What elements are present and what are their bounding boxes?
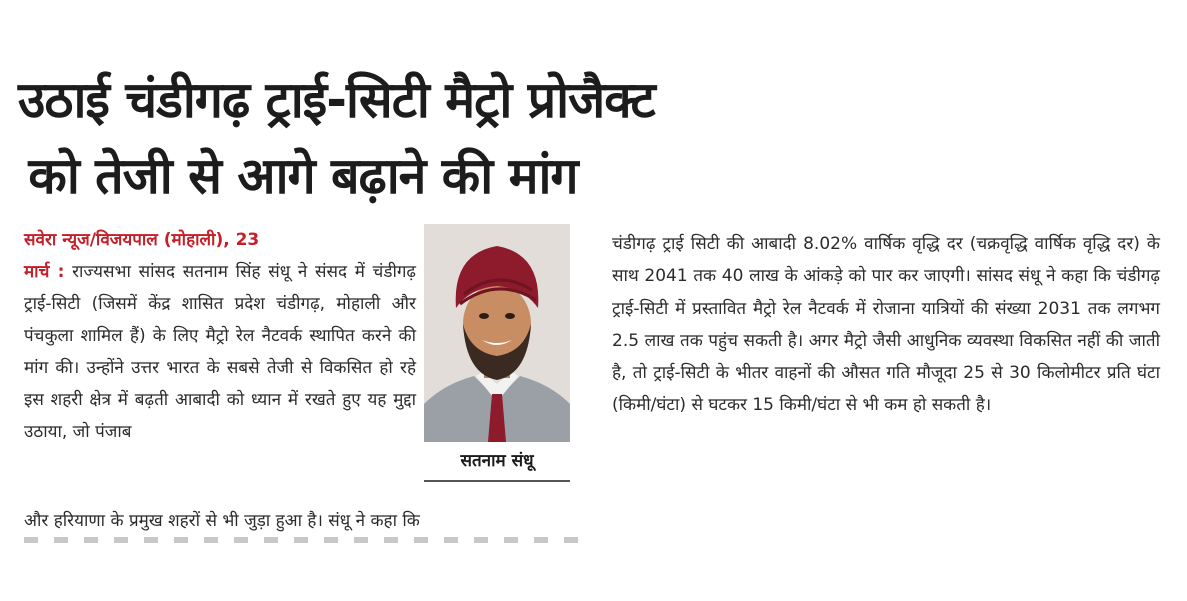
photo-caption: सतनाम संधू (460, 451, 534, 471)
cut-off-text-fragment (24, 537, 584, 543)
article-column-right: चंडीगढ़ ट्राई सिटी की आबादी 8.02% वार्षिक वृद्धि दर (चक्रवृद्धि वार्षिक वृद्धि दर) के साथ 2041 तक 40 लाख के आंकड़े को पार कर जाएगी। सांसद संधू ने कहा कि चंडीगढ़ ट्राई-सिटी में प्रस्तावित मैट्रो रेल नैटवर्क में रोजाना यात्रियों की संख्या 2031 तक लगभग 2.5 लाख तक पहुंच सकती है। अगर मैट्रो जैसी आधुनिक व्यवस्था विकसित नहीं की जाती है, तो ट्राई-सिटी के भीतर वाहनों की औसत गति मौजूदा 25 से 30 किलोमीटर प्रति घंटा (किमी/घंटा) से घटकर 15 किमी/घंटा से भी कम हो सकती है। (612, 234, 1160, 416)
caption-divider (424, 480, 570, 482)
portrait-photo (424, 224, 570, 442)
headline-line-2: को तेजी से आगे बढ़ाने की मांग (28, 147, 578, 205)
article-continuation-line: और हरियाणा के प्रमुख शहरों से भी जुड़ा हुआ है। संधू ने कहा कि (24, 511, 420, 531)
dateline: सवेरा न्यूज/विजयपाल (मोहाली), 23 (24, 230, 260, 250)
dateline-date: मार्च : (24, 262, 65, 282)
article-column-left (24, 224, 416, 448)
portrait-illustration (424, 224, 570, 442)
article-body-left: राज्यसभा सांसद सतनाम सिंह संधू ने संसद में चंडीगढ़ ट्राई-सिटी (जिसमें केंद्र शासित प्रदेश चंडीगढ़, मोहाली और पंचकुला शामिल हैं) के लिए मैट्रो रेल नैटवर्क स्थापित करने की मांग की। उन्होंने उत्तर भारत के सबसे तेजी से विकसित हो रहे इस शहरी क्षेत्र में बढ़ती आबादी को ध्यान में रखते हुए यह मुद्दा उठाया, जो पंजाब (24, 262, 416, 442)
headline-line-1: उठाई चंडीगढ़ ट्राई-सिटी मैट्रो प्रोजैक्ट (18, 71, 655, 129)
headline (18, 62, 655, 214)
